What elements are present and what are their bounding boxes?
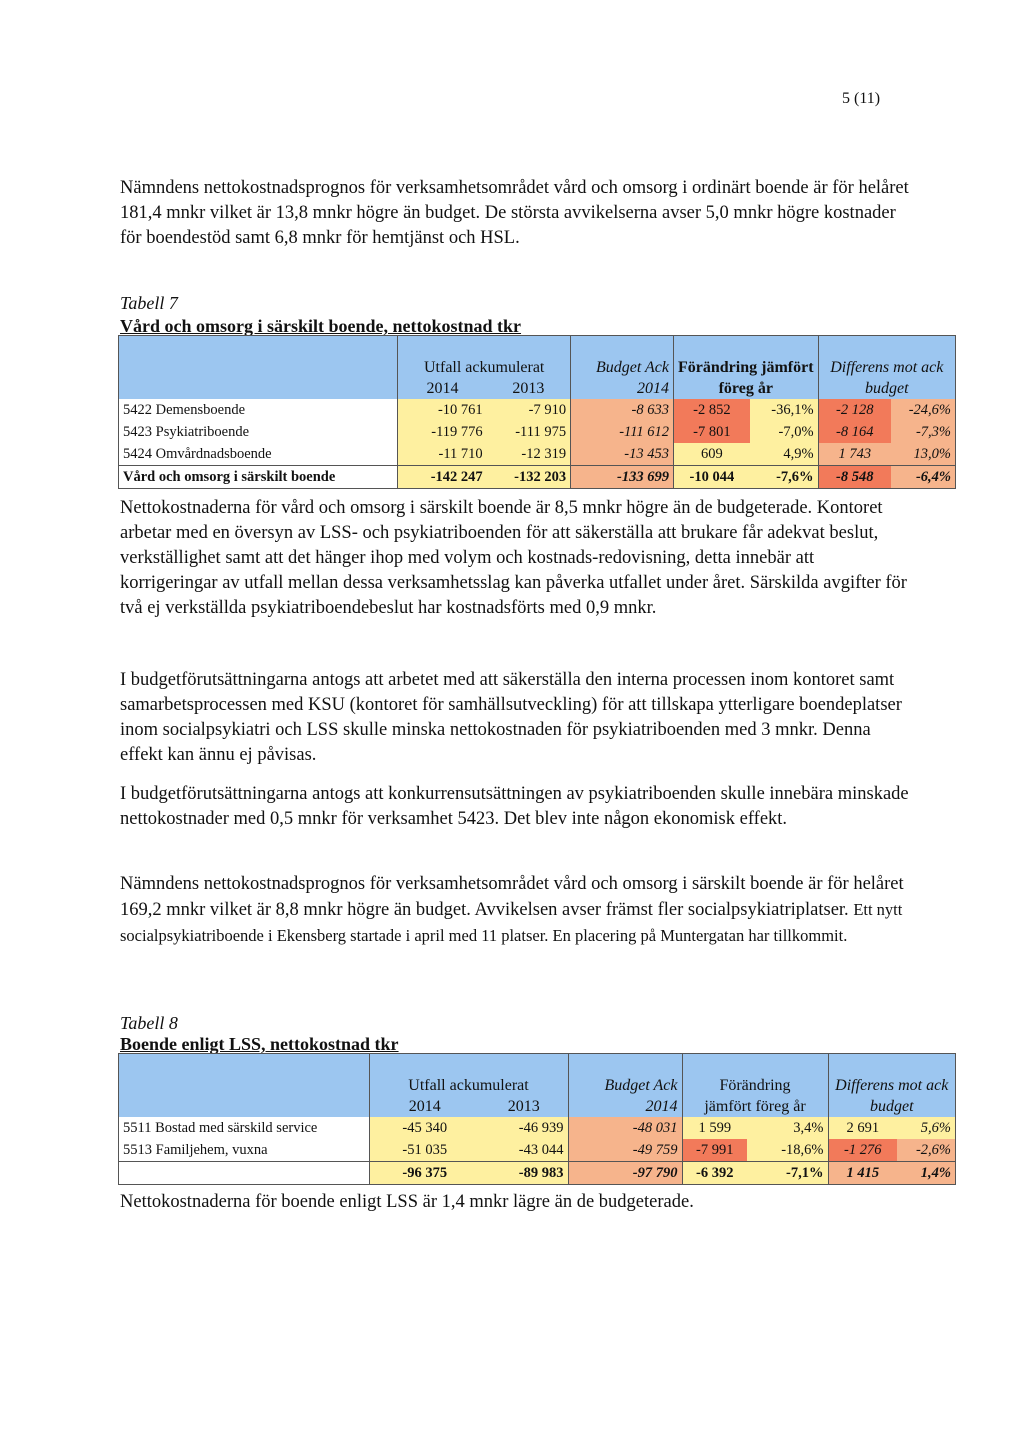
paragraph-special-housing-costs: Nettokostnaderna för vård och omsorg i särskilt boende är 8,5 mnkr högre än de budgeterade. Kontoret arbetar med en översyn av LSS- och psykiatriboenden för att säkerställa att brukare får adekvat beslut, verkställighet samt att det hänger ihop med volym och kostnads-redovisning, detta innebär att korrigeringar av utfall mellan dessa verksamhetsslag kan påverka utfallet under året. Särskilda avgifter för två ej verkställda psykiatriboendebeslut har kostnadsförts med 0,9 mnkr. — [120, 498, 907, 618]
table-row: 5422 Demensboende -10 761 -7 910 -8 633 -2 852 -36,1% -2 128 -24,6% — [119, 399, 955, 421]
col-budget-year: 2014 — [568, 1096, 682, 1117]
table8-label: Tabell 8 — [120, 1013, 178, 1033]
table8 — [119, 1054, 955, 1184]
table-total-row: Vård och omsorg i särskilt boende -142 247 -132 203 -133 699 -10 044 -7,6% -8 548 -6,4% — [119, 466, 955, 489]
col-jamfort: jämfört föreg år — [682, 1096, 828, 1117]
col-budget: budget — [828, 1096, 955, 1117]
col-2013: 2013 — [487, 378, 571, 399]
table7 — [119, 336, 955, 488]
paragraph-forecast-note: Ett nytt socialpsykiatriboende i Ekensberg startade i april med 11 platser. En placering på Muntergatan har tillkommit. — [120, 900, 903, 945]
col-utfall: Utfall ackumulerat — [398, 357, 571, 378]
col-budget-ack: Budget Ack — [571, 357, 674, 378]
col-foreg-ar: föreg år — [674, 378, 819, 399]
table8-title: Boende enligt LSS, nettokostnad tkr — [120, 1034, 399, 1054]
col-budget-year: 2014 — [571, 378, 674, 399]
paragraph-forecast-main: Nämndens nettokostnadsprognos för verksamhetsområdet vård och omsorg i särskilt boende är för helåret 169,2 mnkr vilket är 8,8 mnkr högre än budget. Avvikelsen avser främst fler socialpsykiatriplatser. — [120, 874, 904, 920]
paragraph-budget-assumptions-1: I budgetförutsättningarna antogs att arbetet med att säkerställa den interna processen inom kontoret samt samarbetsprocessen med KSU (kontoret för samhällsutveckling) för att tillskapa ytterligare boendeplatser inom socialpsykiatri och LSS skulle minska nettokostnaden för psykiatriboenden med 3 mnkr. Denna effekt kan ännu ej påvisas. — [120, 670, 902, 765]
table-row: 5423 Psykiatriboende -119 776 -111 975 -111 612 -7 801 -7,0% -8 164 -7,3% — [119, 421, 955, 443]
table-row: 5424 Omvårdnadsboende -11 710 -12 319 -13 453 609 4,9% 1 743 13,0% — [119, 443, 955, 466]
paragraph-lss-costs: Nettokostnaderna för boende enligt LSS är 1,4 mnkr lägre än de budgeterade. — [120, 1192, 694, 1212]
table-row: 5511 Bostad med särskild service -45 340 -46 939 -48 031 1 599 3,4% 2 691 5,6% — [119, 1117, 955, 1139]
col-2013: 2013 — [480, 1096, 568, 1117]
col-differens: Differens mot ack — [828, 1075, 955, 1096]
table7-label: Tabell 7 — [120, 293, 178, 313]
page-number: 5 (11) — [842, 90, 881, 107]
col-budget-ack: Budget Ack — [568, 1075, 682, 1096]
col-2014: 2014 — [398, 378, 487, 399]
col-differens: Differens mot ack — [818, 357, 955, 378]
table-total-row: -96 375 -89 983 -97 790 -6 392 -7,1% 1 415 1,4% — [119, 1162, 955, 1185]
paragraph-special-housing-forecast — [120, 872, 910, 949]
table-row: 5513 Familjehem, vuxna -51 035 -43 044 -49 759 -7 991 -18,6% -1 276 -2,6% — [119, 1139, 955, 1162]
paragraph-budget-assumptions-2: I budgetförutsättningarna antogs att konkurrensutsättningen av psykiatriboenden skulle innebära minskade nettokostnader med 0,5 mnkr för verksamhet 5423. Det blev inte någon ekonomisk effekt. — [120, 784, 909, 829]
paragraph-ordinary-housing: Nämndens nettokostnadsprognos för verksamhetsområdet vård och omsorg i ordinärt boende är för helåret 181,4 mnkr vilket är 13,8 mnkr högre än budget. De största avvikelserna avser 5,0 mnkr högre kostnader för boendestöd samt 6,8 mnkr för hemtjänst och HSL. — [120, 178, 909, 248]
col-forandring: Förändring — [682, 1075, 828, 1096]
table7-header-row-1 — [119, 336, 955, 357]
col-utfall: Utfall ackumulerat — [369, 1075, 568, 1096]
table7-title: Vård och omsorg i särskilt boende, nettokostnad tkr — [120, 316, 522, 336]
col-forandring: Förändring jämfört — [674, 357, 819, 378]
col-budget: budget — [818, 378, 955, 399]
col-2014: 2014 — [369, 1096, 480, 1117]
